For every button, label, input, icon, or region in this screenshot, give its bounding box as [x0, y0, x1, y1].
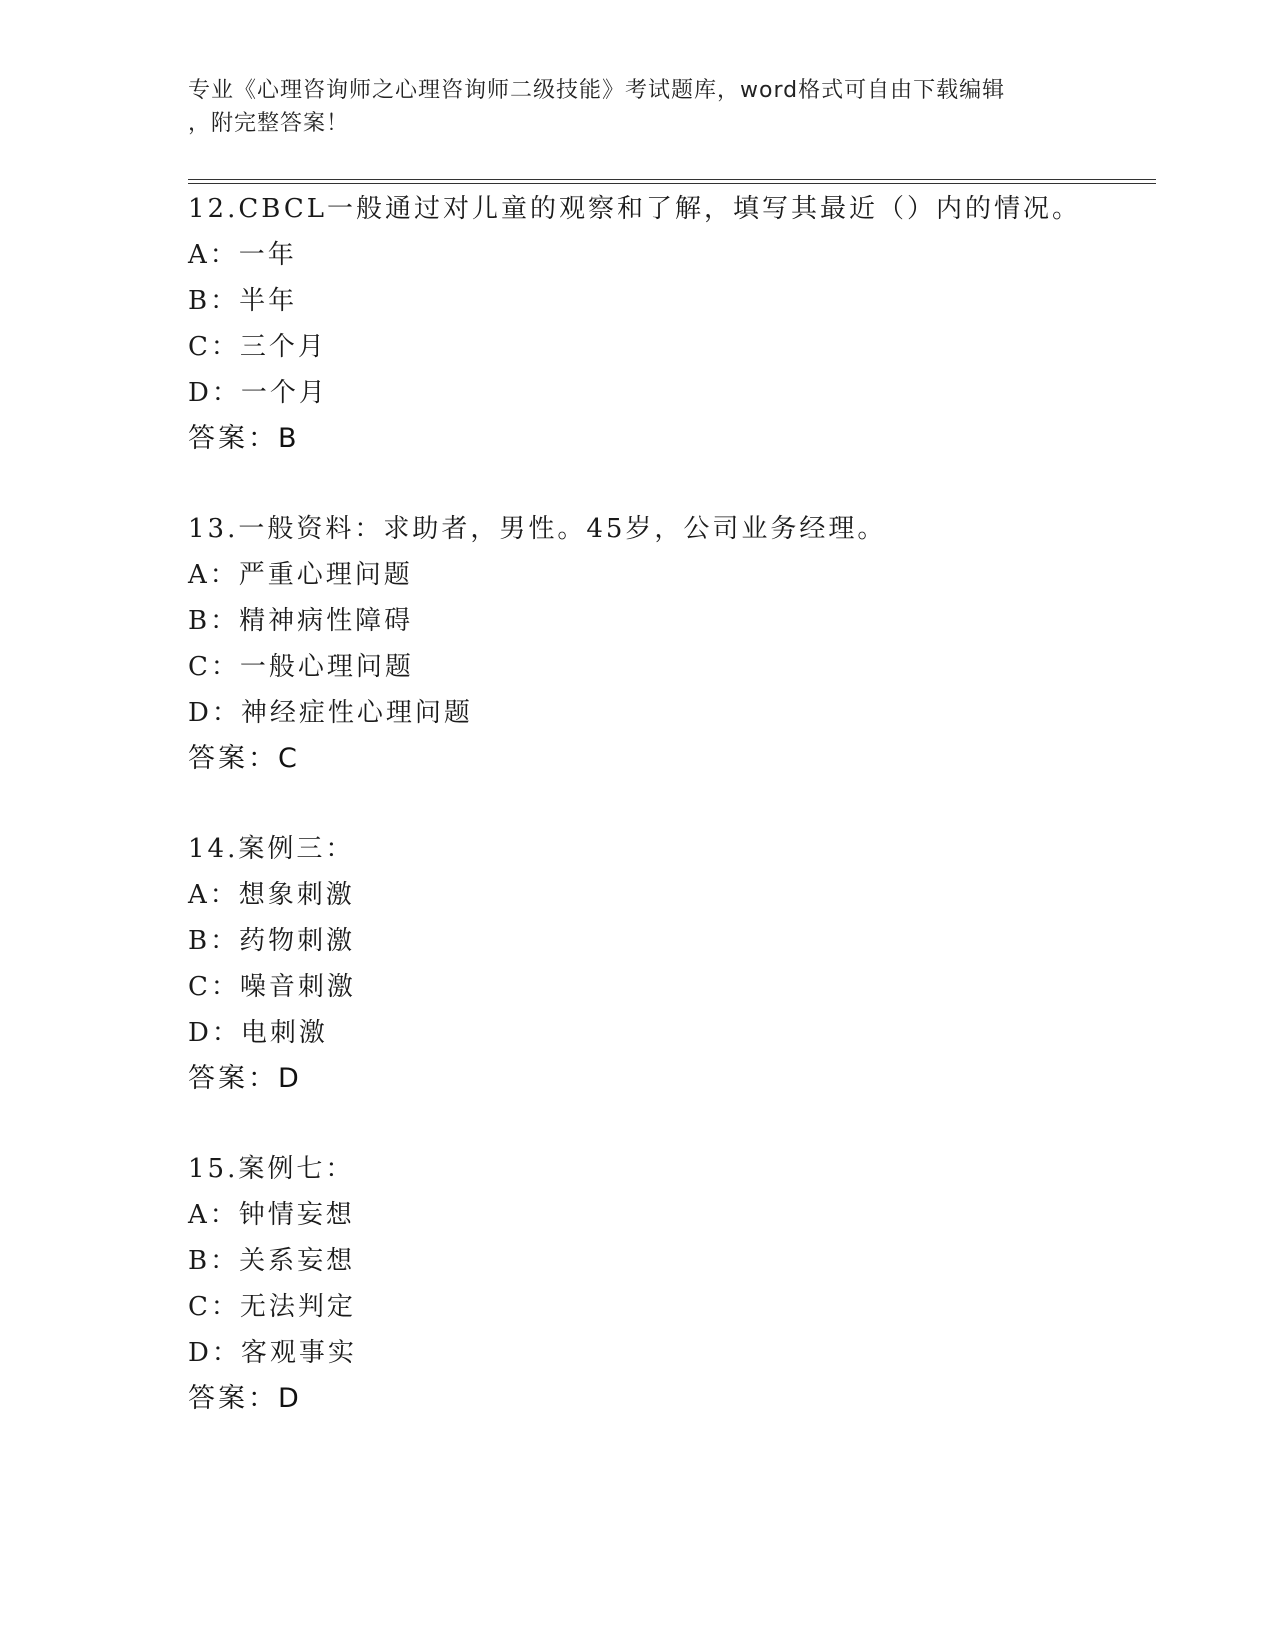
option-d: D：电刺激	[188, 1018, 328, 1048]
answer-label: 答案：	[188, 743, 278, 774]
answer-line	[188, 1376, 1148, 1422]
option-c: C：噪音刺激	[188, 972, 356, 1002]
option-d: D：一个月	[188, 378, 328, 408]
option-a: A：一年	[188, 240, 297, 270]
question-stem: 15.案例七：	[188, 1154, 355, 1184]
option-a: A：严重心理问题	[188, 560, 413, 590]
option-c: C：无法判定	[188, 1292, 356, 1322]
header-divider-bottom	[188, 183, 1156, 184]
answer-value: D	[278, 1063, 300, 1094]
answer-line	[188, 1056, 1148, 1102]
question-13	[188, 506, 1148, 782]
answer-label: 答案：	[188, 1383, 278, 1414]
answer-value: D	[278, 1383, 300, 1414]
answer-label: 答案：	[188, 423, 278, 454]
document-header	[188, 74, 1088, 140]
answer-line	[188, 416, 1148, 462]
option-a: A：钟情妄想	[188, 1200, 355, 1230]
option-b: B：精神病性障碍	[188, 606, 414, 636]
question-15	[188, 1146, 1148, 1422]
question-stem: 14.案例三：	[188, 834, 355, 864]
option-b: B：半年	[188, 286, 298, 316]
answer-line	[188, 736, 1148, 782]
header-line-2: ，附完整答案！	[188, 111, 350, 136]
question-stem: 13.一般资料：求助者，男性。45岁，公司业务经理。	[188, 514, 887, 544]
option-d: D：客观事实	[188, 1338, 357, 1368]
question-stem: 12.CBCL一般通过对儿童的观察和了解，填写其最近（）内的情况。	[188, 194, 1081, 224]
header-divider-top	[188, 179, 1156, 180]
question-12	[188, 186, 1148, 462]
option-d: D：神经症性心理问题	[188, 698, 473, 728]
option-c: C：一般心理问题	[188, 652, 414, 682]
header-line-1: 专业《心理咨询师之心理咨询师二级技能》考试题库，word格式可自由下载编辑	[188, 78, 1006, 103]
answer-value: B	[278, 423, 298, 454]
option-a: A：想象刺激	[188, 880, 355, 910]
answer-label: 答案：	[188, 1063, 278, 1094]
option-b: B：关系妄想	[188, 1246, 356, 1276]
question-14	[188, 826, 1148, 1102]
option-c: C：三个月	[188, 332, 327, 362]
option-b: B：药物刺激	[188, 926, 356, 956]
answer-value: C	[278, 743, 298, 774]
